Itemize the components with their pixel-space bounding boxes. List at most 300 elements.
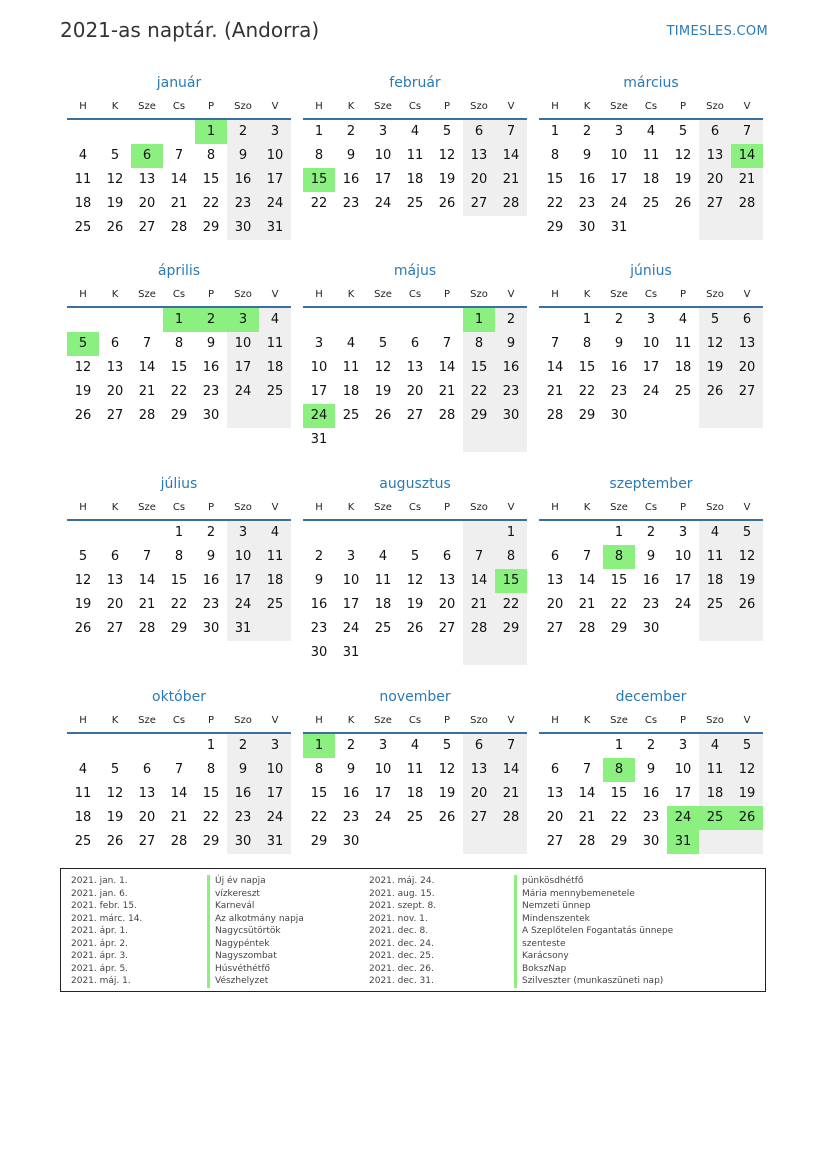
day-cell: 27 — [406, 408, 424, 423]
day-grid — [539, 120, 763, 240]
weekday-label: K — [347, 289, 355, 300]
legend-names-left — [207, 875, 304, 988]
day-cell: 13 — [463, 144, 495, 168]
day-cell: 2 — [346, 738, 356, 753]
day-cell: 2 — [206, 525, 216, 540]
holiday-day-cell: 3 — [227, 308, 259, 332]
weekday-label: Sze — [138, 101, 156, 112]
day-cell: 21 — [138, 384, 156, 399]
page-title: 2021-as naptár. (Andorra) — [60, 18, 320, 42]
day-cell: 4 — [699, 521, 731, 545]
day-cell: 16 — [642, 573, 660, 588]
day-cell: 11 — [342, 360, 360, 375]
day-cell: 27 — [106, 621, 124, 636]
day-cell: 17 — [674, 786, 692, 801]
weekday-label: P — [679, 715, 687, 726]
day-cell: 21 — [138, 597, 156, 612]
day-cell: 24 — [227, 380, 259, 404]
day-cell: 31 — [259, 830, 291, 854]
day-grid — [539, 734, 763, 854]
legend-holiday-name: Új év napja — [207, 875, 304, 888]
brand-link[interactable]: TIMESLES.COM — [666, 24, 768, 39]
day-grid — [303, 120, 527, 216]
weekday-label: H — [551, 101, 559, 112]
day-cell: 7 — [174, 762, 184, 777]
day-cell: 30 — [495, 404, 527, 428]
weekday-header — [539, 96, 763, 118]
day-cell: 29 — [202, 220, 220, 235]
legend-date: 2021. máj. 1. — [71, 976, 131, 986]
day-cell: 2 — [646, 525, 656, 540]
day-cell: 30 — [642, 621, 660, 636]
day-cell: 18 — [74, 810, 92, 825]
day-cell: 30 — [578, 220, 596, 235]
weekday-label: Cs — [172, 502, 186, 513]
day-cell: 29 — [610, 834, 628, 849]
holiday-day-cell: 26 — [731, 806, 763, 830]
day-cell: 11 — [699, 545, 731, 569]
day-cell: 24 — [342, 621, 360, 636]
day-cell: 5 — [442, 738, 452, 753]
day-cell: 13 — [138, 172, 156, 187]
day-cell: 7 — [495, 734, 527, 758]
empty-day-cell — [367, 641, 399, 665]
weekday-label: Cs — [408, 715, 422, 726]
month-name: április — [157, 263, 201, 279]
weekday-label: Sze — [138, 502, 156, 513]
legend-date: 2021. dec. 8. — [369, 926, 429, 936]
month-block — [67, 471, 291, 641]
empty-day-cell — [259, 617, 291, 641]
day-grid — [539, 308, 763, 428]
empty-day-cell — [367, 428, 399, 452]
weekday-label: Cs — [408, 289, 422, 300]
empty-day-cell — [367, 521, 399, 545]
day-cell: 14 — [170, 786, 188, 801]
day-cell: 22 — [610, 810, 628, 825]
day-cell: 6 — [442, 549, 452, 564]
day-cell: 4 — [410, 124, 420, 139]
day-cell: 15 — [610, 786, 628, 801]
day-cell: 19 — [438, 172, 456, 187]
day-cell: 21 — [170, 196, 188, 211]
day-cell: 14 — [438, 360, 456, 375]
day-cell: 27 — [106, 408, 124, 423]
weekday-label: V — [271, 715, 279, 726]
day-cell: 3 — [678, 525, 688, 540]
day-cell: 7 — [442, 336, 452, 351]
weekday-header — [303, 497, 527, 519]
day-cell: 26 — [406, 621, 424, 636]
legend-date: 2021. máj. 24. — [369, 876, 435, 886]
weekday-label: Cs — [644, 289, 658, 300]
weekday-label: Sze — [374, 715, 392, 726]
day-cell: 28 — [546, 408, 564, 423]
day-cell: 3 — [378, 124, 388, 139]
month-name: október — [152, 689, 206, 705]
day-cell: 30 — [227, 216, 259, 240]
day-cell: 30 — [202, 621, 220, 636]
holiday-day-cell: 6 — [131, 144, 163, 168]
legend-holiday-name: Mindenszentek — [514, 913, 673, 926]
day-cell: 21 — [578, 810, 596, 825]
day-cell: 28 — [731, 192, 763, 216]
weekday-label: K — [111, 715, 119, 726]
day-cell: 22 — [202, 810, 220, 825]
day-cell: 5 — [410, 549, 420, 564]
day-cell: 15 — [610, 573, 628, 588]
holiday-day-cell: 24 — [667, 806, 699, 830]
weekday-label: V — [271, 502, 279, 513]
day-cell: 13 — [438, 573, 456, 588]
day-cell: 14 — [170, 172, 188, 187]
day-cell: 15 — [202, 172, 220, 187]
day-cell: 22 — [202, 196, 220, 211]
day-cell: 17 — [610, 172, 628, 187]
day-cell: 11 — [674, 336, 692, 351]
day-cell: 31 — [310, 432, 328, 447]
empty-day-cell — [67, 308, 99, 332]
weekday-label: Szo — [234, 101, 252, 112]
day-cell: 22 — [578, 384, 596, 399]
weekday-label: P — [443, 101, 451, 112]
day-cell: 21 — [495, 168, 527, 192]
day-cell: 21 — [578, 597, 596, 612]
day-cell: 25 — [699, 593, 731, 617]
day-cell: 15 — [546, 172, 564, 187]
day-cell: 17 — [342, 597, 360, 612]
weekday-label: P — [679, 101, 687, 112]
day-grid — [303, 734, 527, 854]
day-cell: 24 — [259, 192, 291, 216]
legend-date: 2021. dec. 24. — [369, 938, 434, 949]
day-cell: 5 — [699, 308, 731, 332]
day-cell: 8 — [550, 148, 560, 163]
weekday-label: Cs — [408, 502, 422, 513]
legend-date: 2021. jan. 6. — [71, 888, 128, 899]
day-cell: 12 — [699, 332, 731, 356]
month-name: január — [156, 75, 202, 91]
day-cell: 28 — [578, 834, 596, 849]
day-cell: 31 — [259, 216, 291, 240]
day-cell: 12 — [731, 758, 763, 782]
day-cell: 28 — [138, 408, 156, 423]
day-cell: 1 — [495, 521, 527, 545]
day-cell: 16 — [578, 172, 596, 187]
weekday-label: H — [79, 289, 87, 300]
empty-day-cell — [667, 617, 699, 641]
weekday-label: Cs — [172, 101, 186, 112]
day-cell: 28 — [170, 834, 188, 849]
day-cell: 7 — [550, 336, 560, 351]
day-cell: 20 — [406, 384, 424, 399]
legend-date: 2021. febr. 15. — [71, 901, 137, 911]
day-cell: 3 — [259, 734, 291, 758]
legend-holiday-name: szenteste — [514, 938, 673, 951]
empty-day-cell — [99, 734, 131, 758]
weekday-label: Sze — [138, 289, 156, 300]
day-cell: 23 — [342, 196, 360, 211]
day-cell: 14 — [578, 573, 596, 588]
day-cell: 24 — [227, 593, 259, 617]
day-cell: 8 — [314, 762, 324, 777]
day-cell: 8 — [463, 332, 495, 356]
empty-day-cell — [463, 521, 495, 545]
weekday-label: Szo — [470, 502, 488, 513]
holiday-day-cell: 1 — [303, 734, 335, 758]
weekday-label: V — [743, 502, 751, 513]
weekday-label: V — [271, 289, 279, 300]
legend-date: 2021. ápr. 1. — [71, 926, 129, 936]
legend-holiday-name: Vészhelyzet — [207, 975, 304, 988]
day-cell: 1 — [550, 124, 560, 139]
day-cell: 29 — [578, 408, 596, 423]
day-cell: 19 — [731, 782, 763, 806]
day-cell: 29 — [610, 621, 628, 636]
holiday-day-cell: 5 — [67, 332, 99, 356]
month-name: június — [630, 263, 672, 279]
day-cell: 25 — [406, 810, 424, 825]
day-cell: 10 — [642, 336, 660, 351]
day-cell: 10 — [259, 144, 291, 168]
legend-holiday-name: Nagycsütörtök — [207, 925, 304, 938]
weekday-header — [67, 284, 291, 306]
day-cell: 27 — [546, 834, 564, 849]
month-block — [539, 258, 763, 428]
day-cell: 28 — [170, 220, 188, 235]
weekday-label: H — [315, 101, 323, 112]
day-cell: 28 — [138, 621, 156, 636]
empty-day-cell — [699, 404, 731, 428]
day-cell: 18 — [699, 569, 731, 593]
day-cell: 2 — [346, 124, 356, 139]
day-cell: 28 — [578, 621, 596, 636]
day-grid — [67, 120, 291, 240]
weekday-label: H — [551, 502, 559, 513]
empty-day-cell — [131, 308, 163, 332]
day-cell: 5 — [110, 148, 120, 163]
day-cell: 19 — [731, 569, 763, 593]
day-cell: 30 — [310, 645, 328, 660]
day-cell: 24 — [674, 597, 692, 612]
day-cell: 27 — [731, 380, 763, 404]
day-cell: 15 — [170, 360, 188, 375]
day-cell: 12 — [731, 545, 763, 569]
weekday-header — [539, 710, 763, 732]
day-cell: 12 — [406, 573, 424, 588]
day-cell: 6 — [463, 120, 495, 144]
day-cell: 3 — [614, 124, 624, 139]
day-cell: 27 — [438, 621, 456, 636]
day-cell: 16 — [202, 360, 220, 375]
day-cell: 3 — [646, 312, 656, 327]
weekday-header — [67, 710, 291, 732]
day-cell: 28 — [495, 192, 527, 216]
day-cell: 8 — [206, 148, 216, 163]
empty-day-cell — [399, 830, 431, 854]
month-name: május — [393, 263, 437, 279]
legend-holiday-name: Nemzeti ünnep — [514, 900, 673, 913]
legend-holiday-name: Húsvéthétfő — [207, 963, 304, 976]
empty-day-cell — [67, 734, 99, 758]
empty-day-cell — [667, 216, 699, 240]
day-cell: 14 — [463, 569, 495, 593]
empty-day-cell — [399, 521, 431, 545]
day-cell: 22 — [546, 196, 564, 211]
day-cell: 29 — [170, 621, 188, 636]
day-cell: 9 — [646, 549, 656, 564]
day-cell: 15 — [310, 786, 328, 801]
weekday-label: Szo — [706, 502, 724, 513]
day-cell: 16 — [202, 573, 220, 588]
day-cell: 9 — [614, 336, 624, 351]
day-cell: 4 — [346, 336, 356, 351]
day-cell: 25 — [342, 408, 360, 423]
empty-day-cell — [131, 521, 163, 545]
legend-holiday-name: A Szeplőtelen Fogantatás ünnepe — [514, 925, 673, 938]
legend-date: 2021. ápr. 2. — [71, 938, 129, 949]
day-cell: 19 — [106, 196, 124, 211]
weekday-label: P — [679, 502, 687, 513]
day-cell: 19 — [438, 786, 456, 801]
empty-day-cell — [99, 120, 131, 144]
empty-day-cell — [431, 428, 463, 452]
legend-holiday-name: Az alkotmány napja — [207, 913, 304, 926]
day-cell: 2 — [314, 549, 324, 564]
day-cell: 25 — [74, 220, 92, 235]
empty-day-cell — [67, 120, 99, 144]
empty-day-cell — [227, 404, 259, 428]
day-cell: 7 — [582, 762, 592, 777]
weekday-label: H — [315, 289, 323, 300]
day-cell: 4 — [78, 762, 88, 777]
day-cell: 18 — [642, 172, 660, 187]
day-cell: 6 — [110, 549, 120, 564]
holiday-day-cell: 24 — [303, 404, 335, 428]
day-cell: 1 — [206, 738, 216, 753]
day-cell: 2 — [495, 308, 527, 332]
empty-day-cell — [463, 428, 495, 452]
day-cell: 25 — [674, 384, 692, 399]
weekday-label: V — [743, 101, 751, 112]
legend-names-right — [514, 875, 673, 988]
empty-day-cell — [67, 521, 99, 545]
weekday-label: K — [583, 289, 591, 300]
day-cell: 19 — [374, 384, 392, 399]
weekday-label: Sze — [610, 502, 628, 513]
day-cell: 23 — [227, 806, 259, 830]
day-cell: 15 — [170, 573, 188, 588]
legend-holiday-name: Nagypéntek — [207, 938, 304, 951]
day-cell: 1 — [614, 738, 624, 753]
weekday-label: K — [583, 101, 591, 112]
day-cell: 9 — [346, 148, 356, 163]
legend-dates-left — [71, 875, 142, 988]
month-name: augusztus — [379, 476, 451, 492]
day-cell: 10 — [374, 762, 392, 777]
legend-date: 2021. márc. 14. — [71, 913, 143, 924]
legend-holiday-name: BokszNap — [514, 963, 673, 976]
empty-day-cell — [667, 404, 699, 428]
day-cell: 24 — [374, 810, 392, 825]
day-grid — [67, 308, 291, 428]
day-cell: 17 — [259, 168, 291, 192]
day-cell: 13 — [546, 786, 564, 801]
day-cell: 5 — [731, 734, 763, 758]
weekday-label: K — [583, 502, 591, 513]
day-cell: 5 — [442, 124, 452, 139]
day-cell: 3 — [378, 738, 388, 753]
day-cell: 29 — [546, 220, 564, 235]
month-block — [303, 258, 527, 452]
day-cell: 6 — [110, 336, 120, 351]
weekday-label: H — [551, 715, 559, 726]
legend-holiday-name: Karnevál — [207, 900, 304, 913]
day-cell: 18 — [406, 172, 424, 187]
day-cell: 27 — [138, 834, 156, 849]
empty-day-cell — [571, 521, 603, 545]
day-cell: 26 — [699, 380, 731, 404]
day-cell: 28 — [438, 408, 456, 423]
day-cell: 13 — [138, 786, 156, 801]
weekday-label: K — [347, 101, 355, 112]
day-cell: 30 — [202, 408, 220, 423]
day-cell: 5 — [78, 549, 88, 564]
day-cell: 1 — [314, 124, 324, 139]
day-cell: 23 — [202, 384, 220, 399]
day-cell: 21 — [438, 384, 456, 399]
day-cell: 26 — [438, 810, 456, 825]
day-cell: 7 — [174, 148, 184, 163]
day-cell: 24 — [642, 384, 660, 399]
holiday-day-cell: 1 — [195, 120, 227, 144]
day-cell: 20 — [546, 597, 564, 612]
day-cell: 21 — [170, 810, 188, 825]
day-cell: 13 — [406, 360, 424, 375]
day-cell: 6 — [550, 762, 560, 777]
day-cell: 14 — [495, 758, 527, 782]
legend-holiday-name: Mária mennybemenetele — [514, 888, 673, 901]
empty-day-cell — [399, 308, 431, 332]
day-cell: 23 — [610, 384, 628, 399]
day-cell: 26 — [674, 196, 692, 211]
empty-day-cell — [731, 404, 763, 428]
day-cell: 17 — [642, 360, 660, 375]
weekday-label: V — [507, 502, 515, 513]
weekday-label: Sze — [610, 715, 628, 726]
weekday-label: Cs — [172, 289, 186, 300]
empty-day-cell — [303, 308, 335, 332]
weekday-header — [67, 96, 291, 118]
holiday-day-cell: 15 — [303, 168, 335, 192]
day-cell: 21 — [731, 168, 763, 192]
legend-date: 2021. ápr. 3. — [71, 951, 129, 961]
day-cell: 16 — [495, 356, 527, 380]
day-cell: 4 — [259, 521, 291, 545]
day-cell: 29 — [170, 408, 188, 423]
weekday-label: Szo — [470, 715, 488, 726]
holiday-day-cell: 1 — [163, 308, 195, 332]
weekday-label: V — [743, 715, 751, 726]
day-cell: 23 — [578, 196, 596, 211]
day-cell: 31 — [610, 220, 628, 235]
day-cell: 1 — [614, 525, 624, 540]
day-cell: 22 — [495, 593, 527, 617]
day-cell: 22 — [610, 597, 628, 612]
day-cell: 9 — [227, 758, 259, 782]
month-block — [303, 471, 527, 665]
day-cell: 3 — [314, 336, 324, 351]
